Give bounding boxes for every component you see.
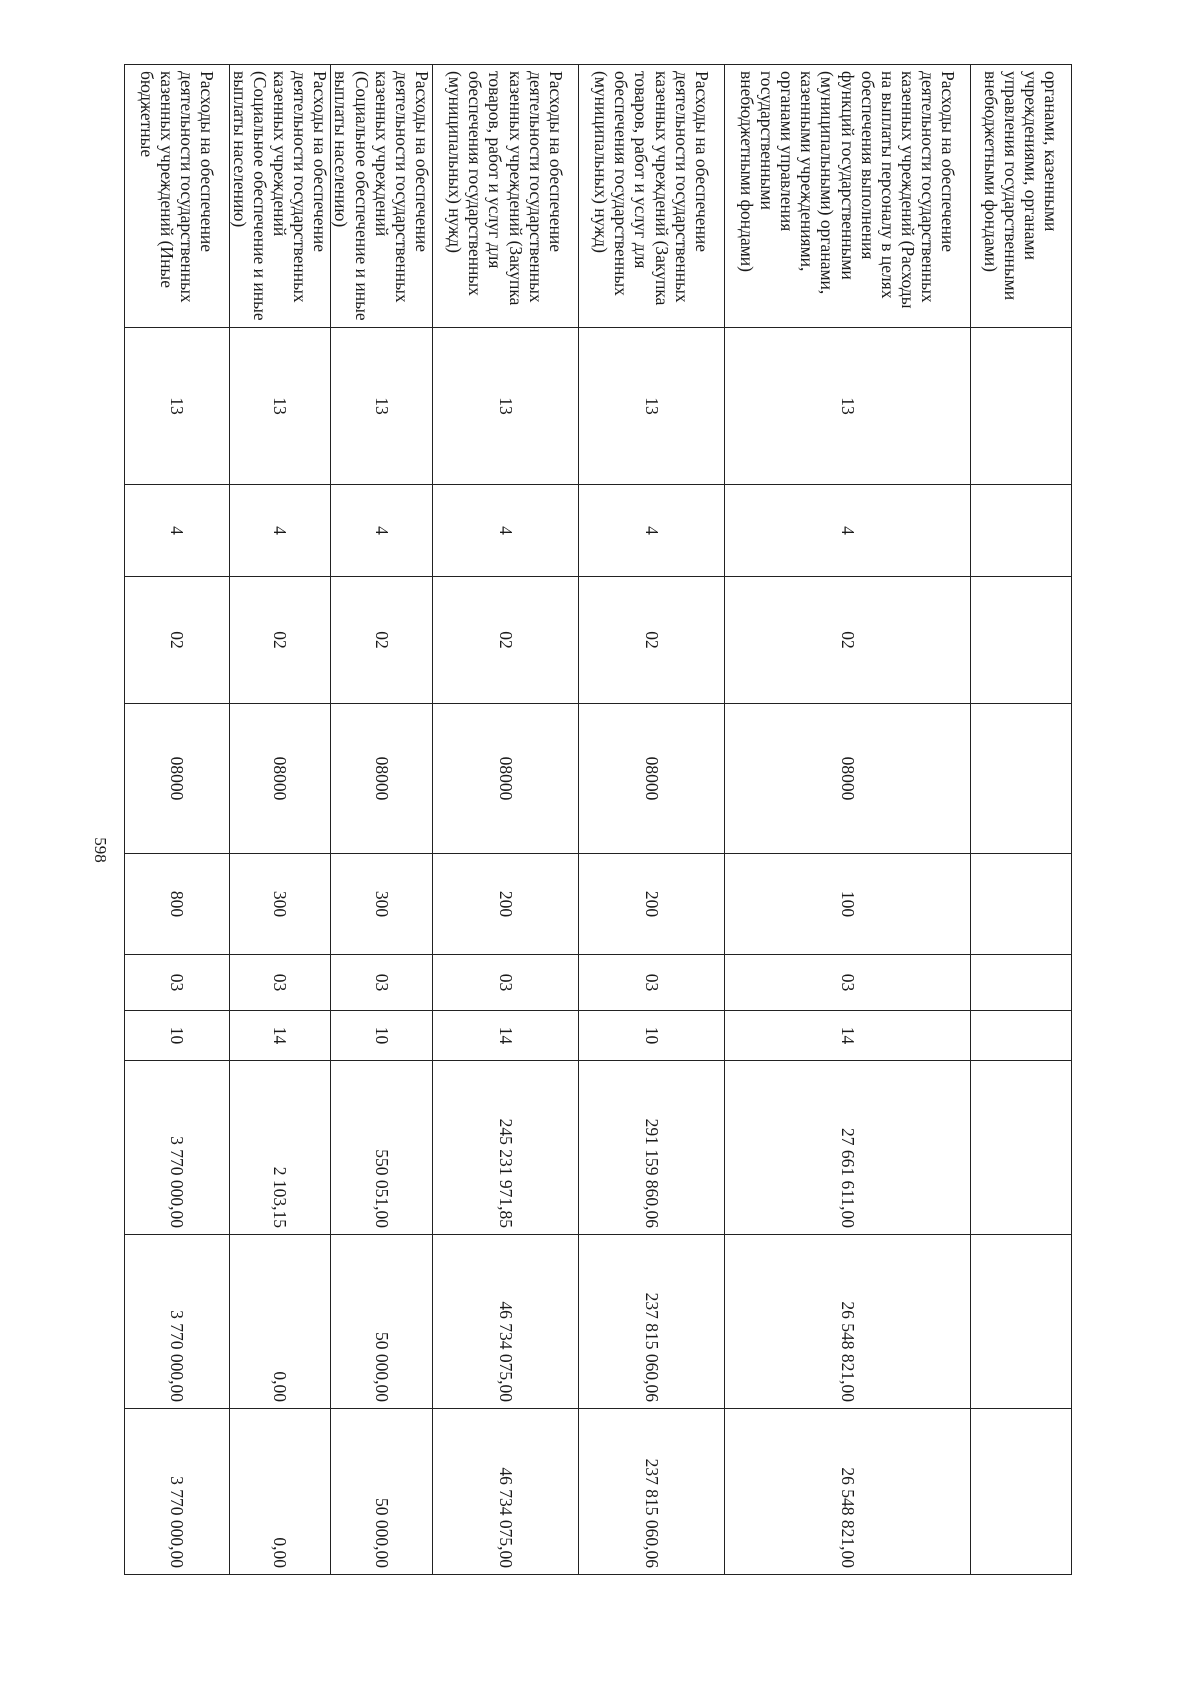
- table-row: [229, 65, 331, 1575]
- code-cell: 13: [725, 328, 971, 485]
- table-row: [433, 65, 579, 1575]
- code-cell: 03: [124, 955, 229, 1011]
- code-cell: 200: [579, 854, 725, 955]
- code-cell: 13: [331, 328, 433, 485]
- amount-cell: 237 815 060,06: [579, 1235, 725, 1409]
- code-cell: [971, 577, 1072, 704]
- code-cell: 02: [579, 577, 725, 704]
- amount-cell: 291 159 860,06: [579, 1061, 725, 1235]
- code-cell: 13: [229, 328, 331, 485]
- amount-cell: [971, 1409, 1072, 1575]
- code-cell: [971, 854, 1072, 955]
- amount-cell: 3 770 000,00: [124, 1061, 229, 1235]
- code-cell: 10: [331, 1011, 433, 1061]
- row-description: Расходы на обеспечение деятельности государственных казенных учреждений (Расходы на выплаты персоналу в целях обеспечения выполнения функций государственными (муниципальными) органами, казенными учреждениями, органами управления государственными внебюджетными фондами): [725, 65, 971, 328]
- code-cell: [971, 328, 1072, 485]
- code-cell: 13: [124, 328, 229, 485]
- amount-cell: 2 103,15: [229, 1061, 331, 1235]
- code-cell: 03: [725, 955, 971, 1011]
- code-cell: 02: [124, 577, 229, 704]
- code-cell: 4: [579, 485, 725, 577]
- code-cell: [971, 704, 1072, 854]
- amount-cell: 50 000,00: [331, 1235, 433, 1409]
- amount-cell: 50 000,00: [331, 1409, 433, 1575]
- table-row: [971, 65, 1072, 1575]
- code-cell: 02: [725, 577, 971, 704]
- code-cell: 03: [433, 955, 579, 1011]
- code-cell: 4: [229, 485, 331, 577]
- code-cell: 4: [725, 485, 971, 577]
- code-cell: 08000: [124, 704, 229, 854]
- row-description: Расходы на обеспечение деятельности государственных казенных учреждений (Иные бюджетные: [124, 65, 229, 328]
- code-cell: 4: [433, 485, 579, 577]
- amount-cell: [971, 1235, 1072, 1409]
- table-body: [124, 65, 1071, 1575]
- code-cell: 13: [579, 328, 725, 485]
- code-cell: 08000: [331, 704, 433, 854]
- amount-cell: 245 231 971,85: [433, 1061, 579, 1235]
- amount-cell: 3 770 000,00: [124, 1409, 229, 1575]
- amount-cell: 0,00: [229, 1235, 331, 1409]
- row-description: Расходы на обеспечение деятельности государственных казенных учреждений (Закупка товаров, работ и услуг для обеспечения государственных (муниципальных) нужд): [433, 65, 579, 328]
- code-cell: 02: [331, 577, 433, 704]
- amount-cell: 46 734 075,00: [433, 1235, 579, 1409]
- amount-cell: 26 548 821,00: [725, 1409, 971, 1575]
- code-cell: 4: [331, 485, 433, 577]
- table-row: [725, 65, 971, 1575]
- amount-cell: 550 051,00: [331, 1061, 433, 1235]
- budget-table: [124, 64, 1072, 1575]
- page-number: 598: [91, 837, 110, 863]
- table-row: [124, 65, 229, 1575]
- rotated-page: [126, 64, 1072, 1574]
- table-row: [579, 65, 725, 1575]
- code-cell: 08000: [579, 704, 725, 854]
- code-cell: 10: [124, 1011, 229, 1061]
- code-cell: 03: [579, 955, 725, 1011]
- code-cell: 200: [433, 854, 579, 955]
- row-description: Расходы на обеспечение деятельности государственных казенных учреждений (Социальное обеспечение и иные выплаты населению): [331, 65, 433, 328]
- amount-cell: 46 734 075,00: [433, 1409, 579, 1575]
- amount-cell: 27 661 611,00: [725, 1061, 971, 1235]
- amount-cell: [971, 1061, 1072, 1235]
- table-row: [331, 65, 433, 1575]
- amount-cell: 237 815 060,06: [579, 1409, 725, 1575]
- code-cell: [971, 955, 1072, 1011]
- amount-cell: 26 548 821,00: [725, 1235, 971, 1409]
- code-cell: 10: [579, 1011, 725, 1061]
- code-cell: 14: [433, 1011, 579, 1061]
- code-cell: 08000: [725, 704, 971, 854]
- row-description: Расходы на обеспечение деятельности государственных казенных учреждений (Социальное обеспечение и иные выплаты населению): [229, 65, 331, 328]
- row-description: органами, казенными учреждениями, органами управления государственными внебюджетными фондами): [971, 65, 1072, 328]
- code-cell: 300: [331, 854, 433, 955]
- code-cell: 02: [229, 577, 331, 704]
- code-cell: 03: [331, 955, 433, 1011]
- code-cell: 800: [124, 854, 229, 955]
- code-cell: [971, 485, 1072, 577]
- code-cell: [971, 1011, 1072, 1061]
- code-cell: 08000: [229, 704, 331, 854]
- code-cell: 13: [433, 328, 579, 485]
- code-cell: 14: [725, 1011, 971, 1061]
- code-cell: 02: [433, 577, 579, 704]
- code-cell: 08000: [433, 704, 579, 854]
- amount-cell: 0,00: [229, 1409, 331, 1575]
- code-cell: 4: [124, 485, 229, 577]
- code-cell: 100: [725, 854, 971, 955]
- amount-cell: 3 770 000,00: [124, 1235, 229, 1409]
- code-cell: 03: [229, 955, 331, 1011]
- row-description: Расходы на обеспечение деятельности государственных казенных учреждений (Закупка товаров, работ и услуг для обеспечения государственных (муниципальных) нужд): [579, 65, 725, 328]
- code-cell: 300: [229, 854, 331, 955]
- code-cell: 14: [229, 1011, 331, 1061]
